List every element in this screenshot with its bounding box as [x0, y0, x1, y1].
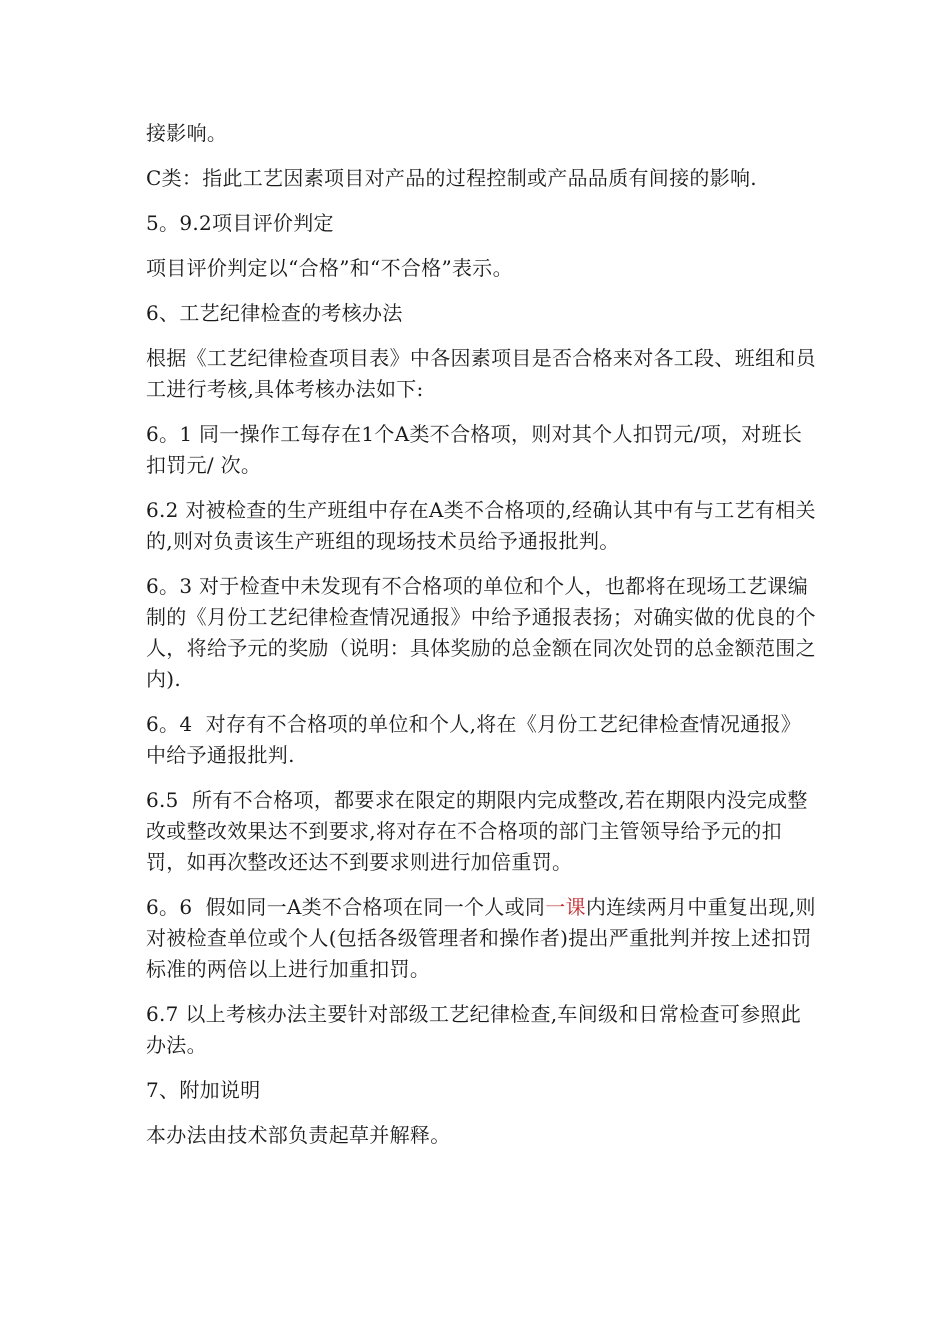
paragraph-6-4: 6。4 对存有不合格项的单位和个人,将在《月份工艺纪律检查情况通报》中给予通报批判.	[146, 712, 802, 767]
paragraph-6-6-highlight: 一课	[545, 895, 586, 919]
document-body	[146, 118, 816, 1165]
paragraph-evaluation: 项目评价判定以“合格”和“不合格”表示。	[146, 256, 513, 280]
paragraph-6-5: 6.5 所有不合格项，都要求在限定的期限内完成整改,若在期限内没完成整改或整改效果达不到要求,将对存在不合格项的部门主管领导给予元的扣罚，如再次整改还达不到要求则进行加倍重罚。	[146, 788, 808, 874]
paragraph-6-1: 6。1 同一操作工每存在1个A类不合格项，则对其个人扣罚元/项，对班长扣罚元/ 次。	[146, 422, 803, 477]
paragraph-6-6	[146, 892, 816, 985]
heading-section-7: 7、附加说明	[146, 1078, 261, 1102]
paragraph-assessment-basis: 根据《工艺纪律检查项目表》中各因素项目是否合格来对各工段、班组和员工进行考核,具体考核办法如下:	[146, 346, 816, 401]
paragraph-continuation: 接影响。	[146, 121, 228, 145]
paragraph-6-7: 6.7 以上考核办法主要针对部级工艺纪律检查,车间级和日常检查可参照此办法。	[146, 1002, 802, 1057]
paragraph-responsibility: 本办法由技术部负责起草并解释。	[146, 1123, 451, 1147]
heading-5-9-2: 5。9.2项目评价判定	[146, 211, 334, 235]
paragraph-6-6-before: 6。6 假如同一A类不合格项在同一个人或同	[146, 895, 546, 919]
heading-section-6: 6、工艺纪律检查的考核办法	[146, 301, 403, 325]
paragraph-class-c: C类：指此工艺因素项目对产品的过程控制或产品品质有间接的影响.	[146, 166, 757, 190]
paragraph-6-3: 6。3 对于检查中未发现有不合格项的单位和个人，也都将在现场工艺课编制的《月份工艺纪律检查情况通报》中给予通报表扬；对确实做的优良的个人，将给予元的奖励（说明：具体奖励的总金额在同次处罚的总金额范围之内).	[146, 574, 816, 691]
paragraph-6-2: 6.2 对被检查的生产班组中存在A类不合格项的,经确认其中有与工艺有相关的,则对负责该生产班组的现场技术员给予通报批判。	[146, 498, 816, 553]
paragraph-6-6-after: 内连续两月中重复出现,则对被检查单位或个人(包括各级管理者和操作者)提出严重批判并按上述扣罚标准的两倍以上进行加重扣罚。	[146, 895, 816, 981]
